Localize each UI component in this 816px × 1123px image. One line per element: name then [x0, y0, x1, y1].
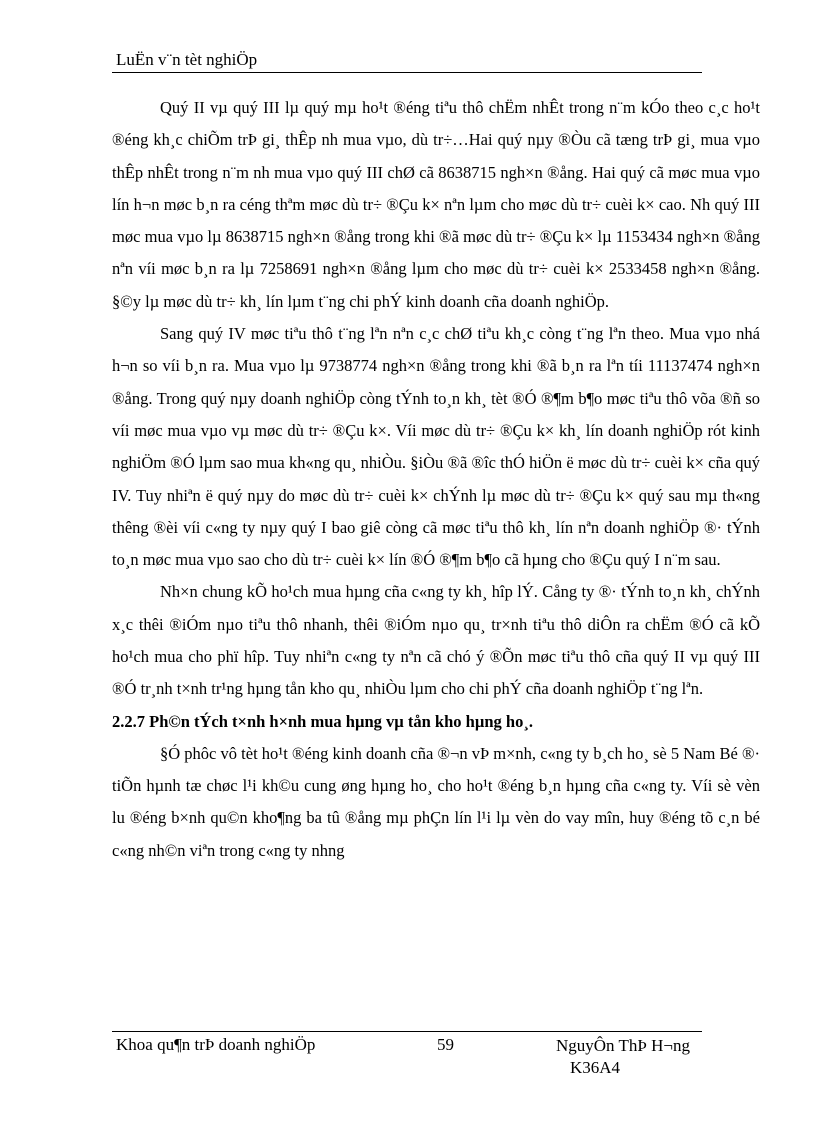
paragraph-1: Quý II vµ quý III lµ quý mµ ho¹t ®éng tiªu thô chËm nhÊt trong n¨m kÓo theo c¸c ho¹t ®éng kh¸c chiÕm trÞ gi¸ thÊp nh mua vµo, dù tr÷…Hai quý nµy ®Òu cã tæng trÞ gi¸ mua vµo thÊp nhÊt trong n¨m nh mua vµo quý III chØ cã 8638715 ngh×n ®ång. Hai quý cã møc mua vµo lín h¬n møc b¸n ra céng thªm møc dù tr÷ ®Çu k× nªn lµm cho møc dù tr÷ cuèi k× cao. Nh quý III møc mua vµo lµ 8638715 ngh×n ®ång trong khi ®ã møc dù tr÷ ®Çu k× lµ 1153434 ngh×n ®ång nªn víi møc b¸n ra lµ 7258691 ngh×n ®ång lµm cho møc dù tr÷ cuèi k× 2533458 ngh×n ®ång. §©y lµ møc dù tr÷ kh¸ lín lµm t¨ng chi phÝ kinh doanh cña doanh nghiÖp.: [112, 98, 760, 311]
page-number: 59: [437, 1035, 454, 1054]
paragraph-3: Nh×n chung kÕ ho¹ch mua hµng cña c«ng ty kh¸ hîp lÝ. Cång ty ®· tÝnh to¸n kh¸ chÝnh x¸c thêi ®iÓm nµo tiªu thô nhanh, thêi ®iÓm nµo qu¸ tr×nh tiªu thô diÔn ra chËm ®Ó cã kÕ ho¹ch mua cho phï hîp. Tuy nhiªn c«ng ty nªn cã chó ý ®Õn møc tiªu thô cña quý II vµ quý III ®Ó tr¸nh t×nh tr¹ng hµng tån kho qu¸ nhiÒu lµm cho chi phÝ cña doanh nghiÖp t¨ng lªn.: [112, 582, 760, 699]
paragraph-4: §Ó phôc vô tèt ho¹t ®éng kinh doanh cña ®¬n vÞ m×nh, c«ng ty b¸ch ho¸ sè 5 Nam Bé ®· tiÕn hµnh tæ chøc l¹i kh©u cung øng hµng ho¸ cho ho¹t ®éng b¸n hµng cña c«ng ty. Víi sè vèn lu ®éng b×nh qu©n kho¶ng ba tû ®ång mµ phÇn lín l¹i lµ vèn do vay mîn, huy ®éng tõ c¸n bé c«ng nh©n viªn trong c«ng ty nhng: [112, 743, 760, 860]
running-header: LuËn v¨n tèt nghiÖp: [116, 50, 258, 69]
author-class: K36A4: [570, 1058, 621, 1077]
paragraph-2: Sang quý IV møc tiªu thô t¨ng lªn nªn c¸c chØ tiªu kh¸c còng t¨ng lªn theo. Mua vµo nhá h¬n so víi b¸n ra. Mua vµo lµ 9738774 ngh×n ®ång trong khi ®ã b¸n ra lªn tíi 11137474 ngh×n ®ång. Trong quý nµy doanh nghiÖp còng tÝnh to¸n kh¸ tèt ®Ó ®¶m b¶o møc tiªu thô võa ®ñ so víi møc mua vµo vµ møc dù tr÷ ®Çu k×. Víi møc dù tr÷ ®Çu k× kh¸ lín doanh nghiÖp rót kinh nghiÖm ®Ó lµm sao mua kh«ng qu¸ nhiÒu. §iÒu ®ã ®îc thÓ hiÖn ë møc dù tr÷ cuèi k× cña quý IV. Tuy nhiªn ë quý nµy do møc dù tr÷ cuèi k× chÝnh lµ møc dù tr÷ ®Çu k× quý sau mµ th«ng thêng ®èi víi c«ng ty nµy quý I bao giê còng cã møc tiªu thô kh¸ lín nªn doanh nghiÖp ®· tÝnh to¸n møc mua vµo sao cho dù tr÷ cuèi k× lín ®Ó ®¶m b¶o cã hµng cho ®Çu quý I n¨m sau.: [112, 324, 760, 570]
footer-author: [556, 1035, 690, 1079]
footer-faculty: Khoa qu¶n trÞ doanh nghiÖp: [116, 1035, 316, 1054]
footer-rule: [112, 1031, 702, 1032]
section-heading: 2.2.7 Ph©n tÝch t×nh h×nh mua hµng vµ tån kho hµng ho¸.: [112, 711, 533, 731]
header-rule: [112, 72, 702, 73]
body-text: [112, 92, 760, 867]
author-name: NguyÔn ThÞ H¬ng: [556, 1036, 690, 1055]
